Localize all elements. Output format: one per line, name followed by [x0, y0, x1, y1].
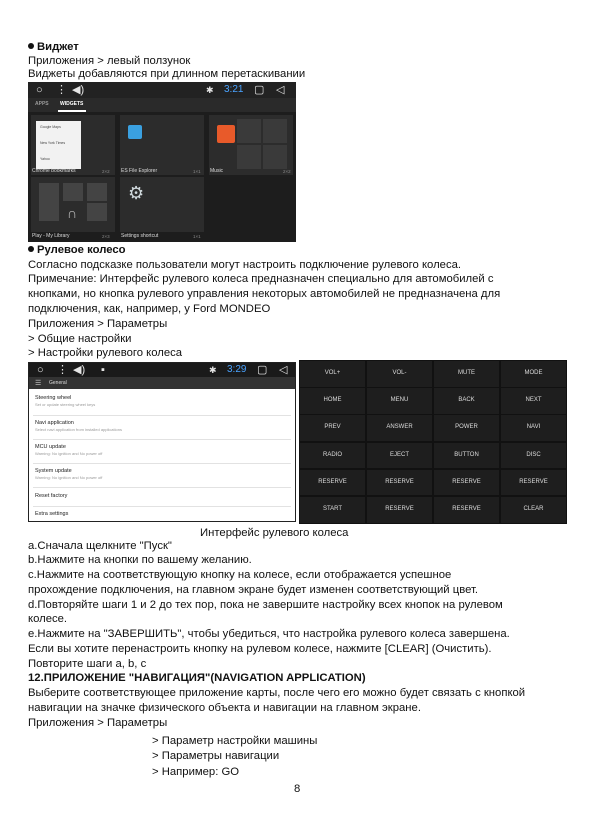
circle-icon: ○ — [37, 364, 44, 376]
steering-key-menu[interactable]: MENU — [367, 388, 432, 414]
steering-text: > Настройки рулевого колеса — [28, 347, 183, 359]
steering-key-vol-[interactable]: VOL+ — [300, 361, 365, 387]
step-text: a.Сначала щелкните "Пуск" — [28, 540, 172, 552]
divider — [33, 439, 291, 440]
steering-key-reserve[interactable]: RESERVE — [300, 470, 365, 496]
back-icon: ◁ — [276, 84, 285, 96]
widget-label: Chrome bookmarks — [32, 168, 76, 174]
page-number: 8 — [294, 783, 301, 795]
widget-hint: Виджеты добавляются при длинном перетаскивании — [28, 68, 306, 80]
widget-heading: Виджет — [28, 41, 79, 54]
steering-key-home[interactable]: HOME — [300, 388, 365, 414]
steering-key-reserve[interactable]: RESERVE — [367, 470, 432, 496]
album-tile — [237, 119, 261, 143]
setting-title: MCU update — [35, 444, 66, 450]
step-text: прохождение подключения, на главном экране будет изменен соответствующий цвет. — [28, 584, 479, 596]
setting-subtitle: Select navi application from installed applications — [35, 427, 122, 432]
widget-play-my-library[interactable] — [31, 177, 115, 232]
setting-title: System update — [35, 468, 72, 474]
more-vert-icon: ⋮ — [56, 84, 67, 96]
bookmark-entry: Google Maps — [40, 125, 61, 129]
album-tile — [263, 119, 287, 143]
setting-title: Navi application — [35, 420, 74, 426]
library-tile — [87, 183, 107, 201]
steering-key-start[interactable]: START — [300, 497, 365, 523]
steering-text: подключения, как, например, у Ford MONDEO — [28, 303, 271, 315]
widget-size: 2×3 — [102, 234, 110, 239]
setting-subtitle: Warning: No ignition and No power off — [35, 475, 103, 480]
widget-size: 1×1 — [193, 169, 201, 174]
step-text: колесе. — [28, 613, 68, 625]
steering-key-next[interactable]: NEXT — [501, 388, 566, 414]
widget-size: 1×1 — [193, 234, 201, 239]
volume-icon: ◀︎) — [73, 364, 86, 376]
step-text: e.Нажмите на "ЗАВЕРШИТЬ", чтобы убедиться, что настройка рулевого колеса завершена. — [28, 628, 510, 640]
navigation-path: > Параметр настройки машины — [152, 735, 318, 747]
recent-apps-icon: ▢ — [254, 84, 265, 96]
volume-icon: ◀︎) — [72, 84, 85, 96]
widget-size: 2×2 — [102, 169, 110, 174]
steering-key-clear[interactable]: CLEAR — [501, 497, 566, 523]
widget-path: Приложения > левый ползунок — [28, 55, 191, 67]
steering-wheel-button-grid — [299, 360, 567, 524]
library-tile — [63, 183, 83, 201]
setting-subtitle: Warning: No ignition and No power off — [35, 451, 103, 456]
divider — [33, 487, 291, 488]
navigation-path: > Например: GO — [152, 766, 240, 778]
steering-key-prev[interactable]: PREV — [300, 415, 365, 441]
notification-icon: ▪ — [101, 364, 105, 376]
setting-mcu-update[interactable] — [35, 444, 290, 456]
steering-text: Согласно подсказке пользователи могут настроить подключение рулевого колеса. — [28, 259, 462, 271]
status-bar — [28, 82, 296, 98]
clock-time: 3:29 — [227, 364, 247, 375]
setting-title: Extra settings — [35, 511, 69, 517]
widgets-screenshot — [28, 82, 296, 242]
clock-time: 3:21 — [224, 84, 244, 95]
library-tile — [39, 183, 59, 221]
steering-key-navi[interactable]: NAVI — [501, 415, 566, 441]
gear-icon: ⚙ — [128, 183, 145, 203]
navigation-text: навигации на значке физического объекта и навигации на главном экране. — [28, 702, 421, 714]
es-file-icon — [128, 125, 142, 139]
navigation-path: > Параметры навигации — [152, 750, 280, 762]
bluetooth-icon: ✱ — [206, 85, 214, 95]
tab-widgets[interactable]: WIDGETS — [60, 101, 84, 107]
settings-screenshot — [28, 362, 296, 522]
bookmark-entry: New York Times — [40, 141, 66, 145]
steering-key-vol-[interactable]: VOL- — [367, 361, 432, 387]
divider — [33, 415, 291, 416]
steering-key-answer[interactable]: ANSWER — [367, 415, 432, 441]
recent-apps-icon: ▢ — [257, 364, 268, 376]
divider — [33, 463, 291, 464]
widget-label: Play - My Library — [32, 233, 70, 239]
widget-tabs — [28, 98, 296, 112]
bookmarks-preview — [36, 121, 81, 169]
setting-system-update[interactable] — [35, 468, 290, 480]
menu-icon[interactable]: ☰ — [35, 380, 42, 387]
tab-indicator — [58, 110, 86, 112]
setting-steering-wheel[interactable] — [35, 395, 290, 407]
setting-title: Reset factory — [35, 493, 68, 499]
headphones-icon: ∩ — [67, 205, 78, 221]
step-text: Повторите шаги a, b, c — [28, 658, 147, 670]
steering-key-disc[interactable]: DISC — [501, 443, 566, 469]
widget-size: 2×2 — [283, 169, 291, 174]
widget-es-file-explorer[interactable] — [120, 115, 204, 175]
step-text: b.Нажмите на кнопки по вашему желанию. — [28, 554, 252, 566]
navigation-heading: 12.ПРИЛОЖЕНИЕ "НАВИГАЦИЯ"(NAVIGATION APPLICATION) — [28, 672, 366, 684]
widget-settings-shortcut[interactable] — [120, 177, 204, 232]
bookmark-entry: Yahoo — [40, 157, 50, 161]
steering-text: Примечание: Интерфейс рулевого колеса предназначен специально для автомобилей с — [28, 273, 494, 285]
back-icon: ◁ — [279, 364, 288, 376]
album-tile — [263, 145, 287, 169]
settings-title: General — [49, 380, 67, 386]
steering-key-radio[interactable]: RADIO — [300, 443, 365, 469]
setting-extra-settings[interactable] — [35, 511, 290, 518]
widget-chrome-bookmarks[interactable] — [31, 115, 115, 175]
steering-key-button[interactable]: BUTTON — [434, 443, 499, 469]
steering-heading: Рулевое колесо — [28, 244, 126, 257]
circle-icon: ○ — [36, 84, 43, 96]
steering-key-reserve[interactable]: RESERVE — [434, 470, 499, 496]
step-text: c.Нажмите на соответствующую кнопку на колесе, если отображается успешное — [28, 569, 452, 581]
steering-key-mute[interactable]: MUTE — [434, 361, 499, 387]
navigation-text: Приложения > Параметры — [28, 717, 168, 729]
widget-label: Settings shortcut — [121, 233, 159, 239]
bullet-icon — [28, 43, 34, 49]
widget-label: Music — [210, 168, 224, 174]
settings-header — [29, 377, 296, 389]
bluetooth-icon: ✱ — [209, 365, 217, 375]
steering-key-reserve[interactable]: RESERVE — [434, 497, 499, 523]
divider — [33, 506, 291, 507]
steering-text: > Общие настройки — [28, 333, 132, 345]
step-text: d.Повторяйте шаги 1 и 2 до тех пор, пока не завершите настройку всех кнопок на рулевом — [28, 599, 503, 611]
widget-label: ES File Explorer — [121, 168, 158, 174]
setting-reset-factory[interactable] — [35, 493, 290, 500]
figure-caption: Интерфейс рулевого колеса — [200, 527, 349, 539]
steering-key-eject[interactable]: EJECT — [367, 443, 432, 469]
library-tile — [87, 203, 107, 221]
music-icon — [217, 125, 235, 143]
tab-apps[interactable]: APPS — [35, 101, 49, 107]
steering-key-reserve[interactable]: RESERVE — [501, 470, 566, 496]
steering-key-back[interactable]: BACK — [434, 388, 499, 414]
steering-key-mode[interactable]: MODE — [501, 361, 566, 387]
setting-navi-application[interactable] — [35, 420, 290, 432]
bullet-icon — [28, 246, 34, 252]
steering-key-power[interactable]: POWER — [434, 415, 499, 441]
steering-key-reserve[interactable]: RESERVE — [367, 497, 432, 523]
steering-text: Приложения > Параметры — [28, 318, 168, 330]
more-vert-icon: ⋮ — [57, 364, 68, 376]
widget-music[interactable] — [209, 115, 293, 175]
album-tile — [237, 145, 261, 169]
navigation-text: Выберите соответствующее приложение карты, после чего его можно будет связать с кнопкой — [28, 687, 526, 699]
setting-title: Steering wheel — [35, 395, 72, 401]
steering-text: кнопками, но кнопка рулевого управления некоторых автомобилей не предназначена для — [28, 288, 501, 300]
status-bar — [29, 363, 296, 377]
step-text: Если вы хотите перенастроить кнопку на рулевом колесе, нажмите [CLEAR] (Очистить). — [28, 643, 492, 655]
setting-subtitle: Set or update steering wheel keys — [35, 402, 96, 407]
